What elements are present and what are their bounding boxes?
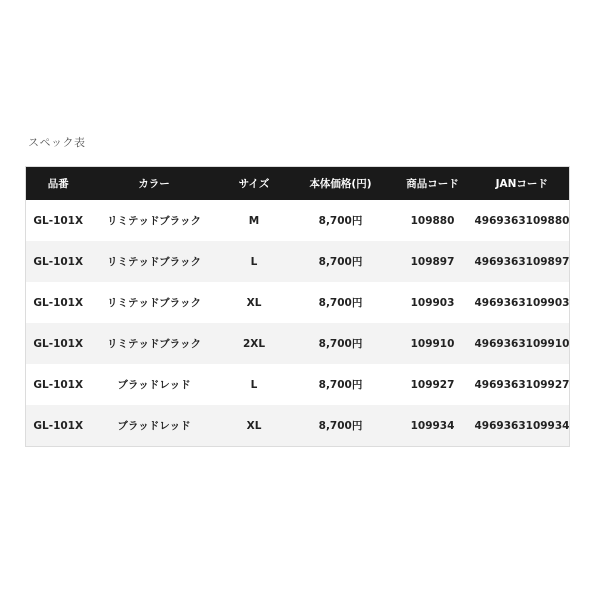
cell-size: 2XL [218, 323, 291, 364]
cell-color: リミテッドブラック [91, 241, 218, 282]
header-product-code: 商品コード [391, 167, 475, 201]
cell-product-number: GL-101X [26, 323, 91, 364]
cell-size: XL [218, 405, 291, 447]
header-price: 本体価格(円) [291, 167, 391, 201]
cell-price: 8,700円 [291, 364, 391, 405]
cell-product-code: 109880 [391, 200, 475, 241]
table-row [26, 405, 570, 447]
cell-jan-code: 4969363109903 [475, 282, 570, 323]
cell-color: リミテッドブラック [91, 200, 218, 241]
cell-size: L [218, 241, 291, 282]
cell-color: ブラッドレッド [91, 405, 218, 447]
section-title: スペック表 [28, 136, 86, 149]
cell-price: 8,700円 [291, 323, 391, 364]
cell-product-number: GL-101X [26, 200, 91, 241]
spec-table-header [26, 167, 570, 201]
table-row [26, 364, 570, 405]
spec-table-body [26, 200, 570, 447]
header-size: サイズ [218, 167, 291, 201]
cell-product-code: 109903 [391, 282, 475, 323]
cell-product-code: 109897 [391, 241, 475, 282]
cell-jan-code: 4969363109934 [475, 405, 570, 447]
cell-size: M [218, 200, 291, 241]
cell-price: 8,700円 [291, 200, 391, 241]
cell-jan-code: 4969363109897 [475, 241, 570, 282]
cell-size: L [218, 364, 291, 405]
cell-product-code: 109934 [391, 405, 475, 447]
header-row [26, 167, 570, 201]
cell-size: XL [218, 282, 291, 323]
cell-jan-code: 4969363109880 [475, 200, 570, 241]
table-row [26, 241, 570, 282]
cell-product-number: GL-101X [26, 405, 91, 447]
header-color: カラー [91, 167, 218, 201]
cell-product-number: GL-101X [26, 241, 91, 282]
header-jan-code: JANコード [475, 167, 570, 201]
cell-product-code: 109910 [391, 323, 475, 364]
cell-color: リミテッドブラック [91, 282, 218, 323]
cell-jan-code: 4969363109927 [475, 364, 570, 405]
cell-product-code: 109927 [391, 364, 475, 405]
cell-product-number: GL-101X [26, 364, 91, 405]
spec-table [25, 166, 570, 447]
table-row [26, 323, 570, 364]
cell-jan-code: 4969363109910 [475, 323, 570, 364]
cell-price: 8,700円 [291, 405, 391, 447]
table-row [26, 282, 570, 323]
cell-price: 8,700円 [291, 282, 391, 323]
cell-price: 8,700円 [291, 241, 391, 282]
header-product-number: 品番 [26, 167, 91, 201]
cell-color: リミテッドブラック [91, 323, 218, 364]
table-row [26, 200, 570, 241]
cell-product-number: GL-101X [26, 282, 91, 323]
cell-color: ブラッドレッド [91, 364, 218, 405]
